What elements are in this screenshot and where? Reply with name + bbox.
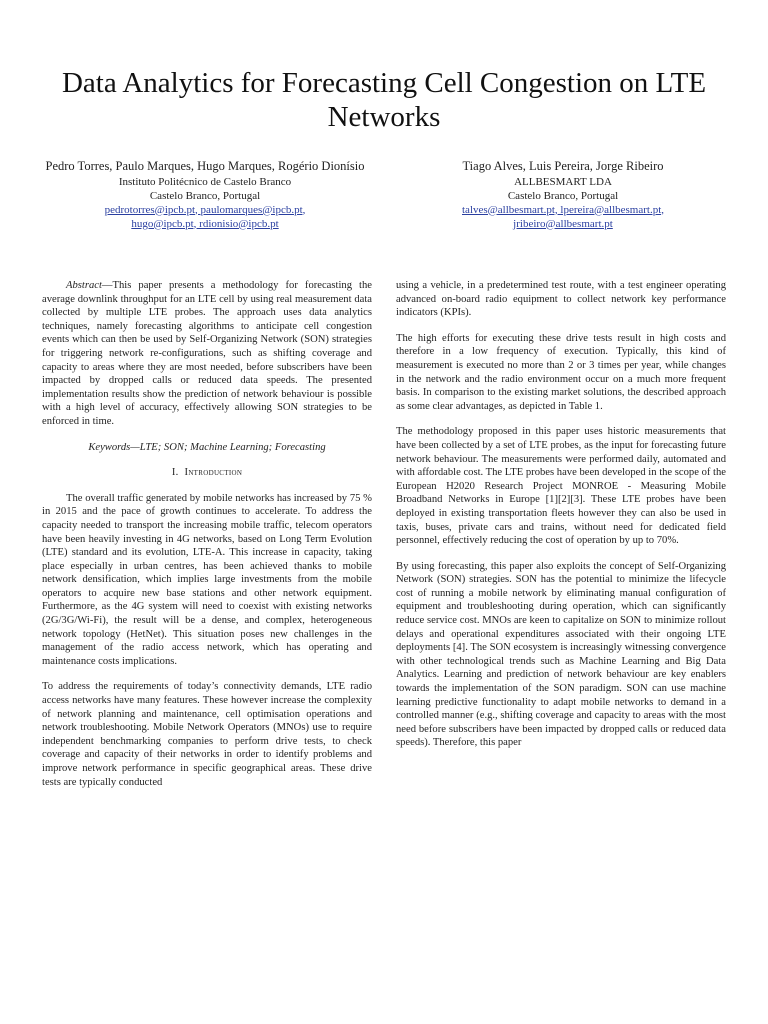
section-title: Introduction [184,467,243,479]
body-paragraph: To address the requirements of today’s connectivity demands, LTE radio access networks have many features. These however increase the complexity of network planning and maintenance, cell optimisation operations and network troubleshooting. Mobile Network Operators (MNOs) use to require independent benchmarking companies to perform drive tests, to check coverage and capacity of their networks in order to identify problems and improve network performance in specific geographical areas. These drive tests are typically conducted [42,681,372,788]
right-column [396,279,726,762]
author-emails-line2[interactable]: jribeiro@allbesmart.pt [513,217,613,230]
section-heading [42,466,372,480]
author-emails-line1[interactable]: talves@allbesmart.pt, lpereira@allbesmart.pt, [462,203,664,216]
author-names: Tiago Alves, Luis Pereira, Jorge Ribeiro [462,159,664,173]
body-paragraph: using a vehicle, in a predetermined test route, with a test engineer operating advanced on-board radio equipment to collect network key performance indicators (KPIs). [396,280,726,319]
body-paragraph: The methodology proposed in this paper uses historic measurements that have been collected by a set of LTE probes, as the input for forecasting future network behaviour. The measurements were performed daily, automated and with affordable cost. The LTE probes have been developed in the scope of the European H2020 Research Project MONROE - Measuring Mobile Broadband Networks in Europe [1][2][3]. These LTE probes have been deployed in existing transportation fleets however they can also be used in taxis, buses, private cars and trains, without need for dedicated field personnel, effectively reducing the cost of operation by up to 70%. [396,426,726,547]
author-location: Castelo Branco, Portugal [507,189,619,202]
author-emails-line1[interactable]: pedrotorres@ipcb.pt, paulomarques@ipcb.pt, [104,203,306,216]
author-emails-line2[interactable]: hugo@ipcb.pt, rdionisio@ipcb.pt [131,217,279,230]
author-block-right [398,159,728,231]
section-number: I. [171,467,179,479]
left-column [42,279,372,801]
keywords: Keywords—LTE; SON; Machine Learning; Forecasting [88,441,326,453]
author-block-left [40,159,370,231]
author-location: Castelo Branco, Portugal [149,189,261,202]
abstract [42,279,372,429]
author-institution: Instituto Politécnico de Castelo Branco [118,175,292,188]
paper-title: Data Analytics for Forecasting Cell Congestion on LTE Networks [61,67,707,133]
author-institution: ALLBESMART LDA [514,175,612,188]
body-paragraph: The overall traffic generated by mobile networks has increased by 75 % in 2015 and the pace of growth continues to accelerate. To address the capacity needed to transport the increasing mobile traffic, telecom operators have been heavily investing in 4G networks, based on Long Term Evolution (LTE) standard and its evolution, LTE-A. This increase in capacity, taking place especially in urban centres, has been achieved thanks to mobile network densification, which implies large investments from the mobile operators to acquire new base stations and other network equipment. Furthermore, as the 4G system will need to coexist with existing networks (2G/3G/Wi-Fi), the result will be a dense, and complex, heterogeneous network topology (HetNet). This situation poses new challenges in the management of the radio access network, which has operating and maintenance costs implications. [42,492,372,667]
author-names: Pedro Torres, Paulo Marques, Hugo Marques, Rogério Dionísio [45,159,365,173]
abstract-label: Abstract [66,280,102,291]
body-paragraph: By using forecasting, this paper also exploits the concept of Self-Organizing Network (SON) strategies. SON has the potential to minimize the lifecycle cost of running a mobile network by eliminating manual configuration of equipment and troubleshooting during operation, which can significantly reduce service cost. MNOs are keen to capitalize on SON to minimize rollout delays and operational expenditures associated with their ongoing LTE deployments [4]. The SON ecosystem is increasingly witnessing convergence with other technological trends such as Machine Learning and Big Data Analytics. Learning and prediction of network behaviour are key enablers towards the implementation of the SON paradigm. SON can use machine learning predictive functionality to adapt mobile networks to demand in a controlled manner (e.g., shifting coverage and capacity to areas with the most need before subscribers have been impacted by dropped calls or reduced data speeds). Therefore, this paper [396,560,726,749]
abstract-text: —This paper presents a methodology for forecasting the average downlink throughput for an LTE cell by using real measurement data collected by multiple LTE probes. The approach uses data analytics techniques, namely forecasting algorithms to anticipate cell congestion events which can then be used by Self-Organizing Network (SON) strategies for triggering network re-configurations, such as shifting coverage and capacity to areas where they are most needed, before subscribers have been impacted by dropped calls or reduced data speeds. The presented implementation results show the prediction of network behaviour is possible with a high level of accuracy, effectively allowing SON strategies to be enforced in time. [42,280,372,427]
body-paragraph: The high efforts for executing these drive tests result in high costs and therefore in a low frequency of execution. Typically, this kind of measurement is executed no more than 2 or 3 times per year, while changes in the network and the radio environment occur on a much more frequent basis. In comparison to the existing market solutions, the described approach as some clear advantages, as depicted in Table 1. [396,332,726,412]
